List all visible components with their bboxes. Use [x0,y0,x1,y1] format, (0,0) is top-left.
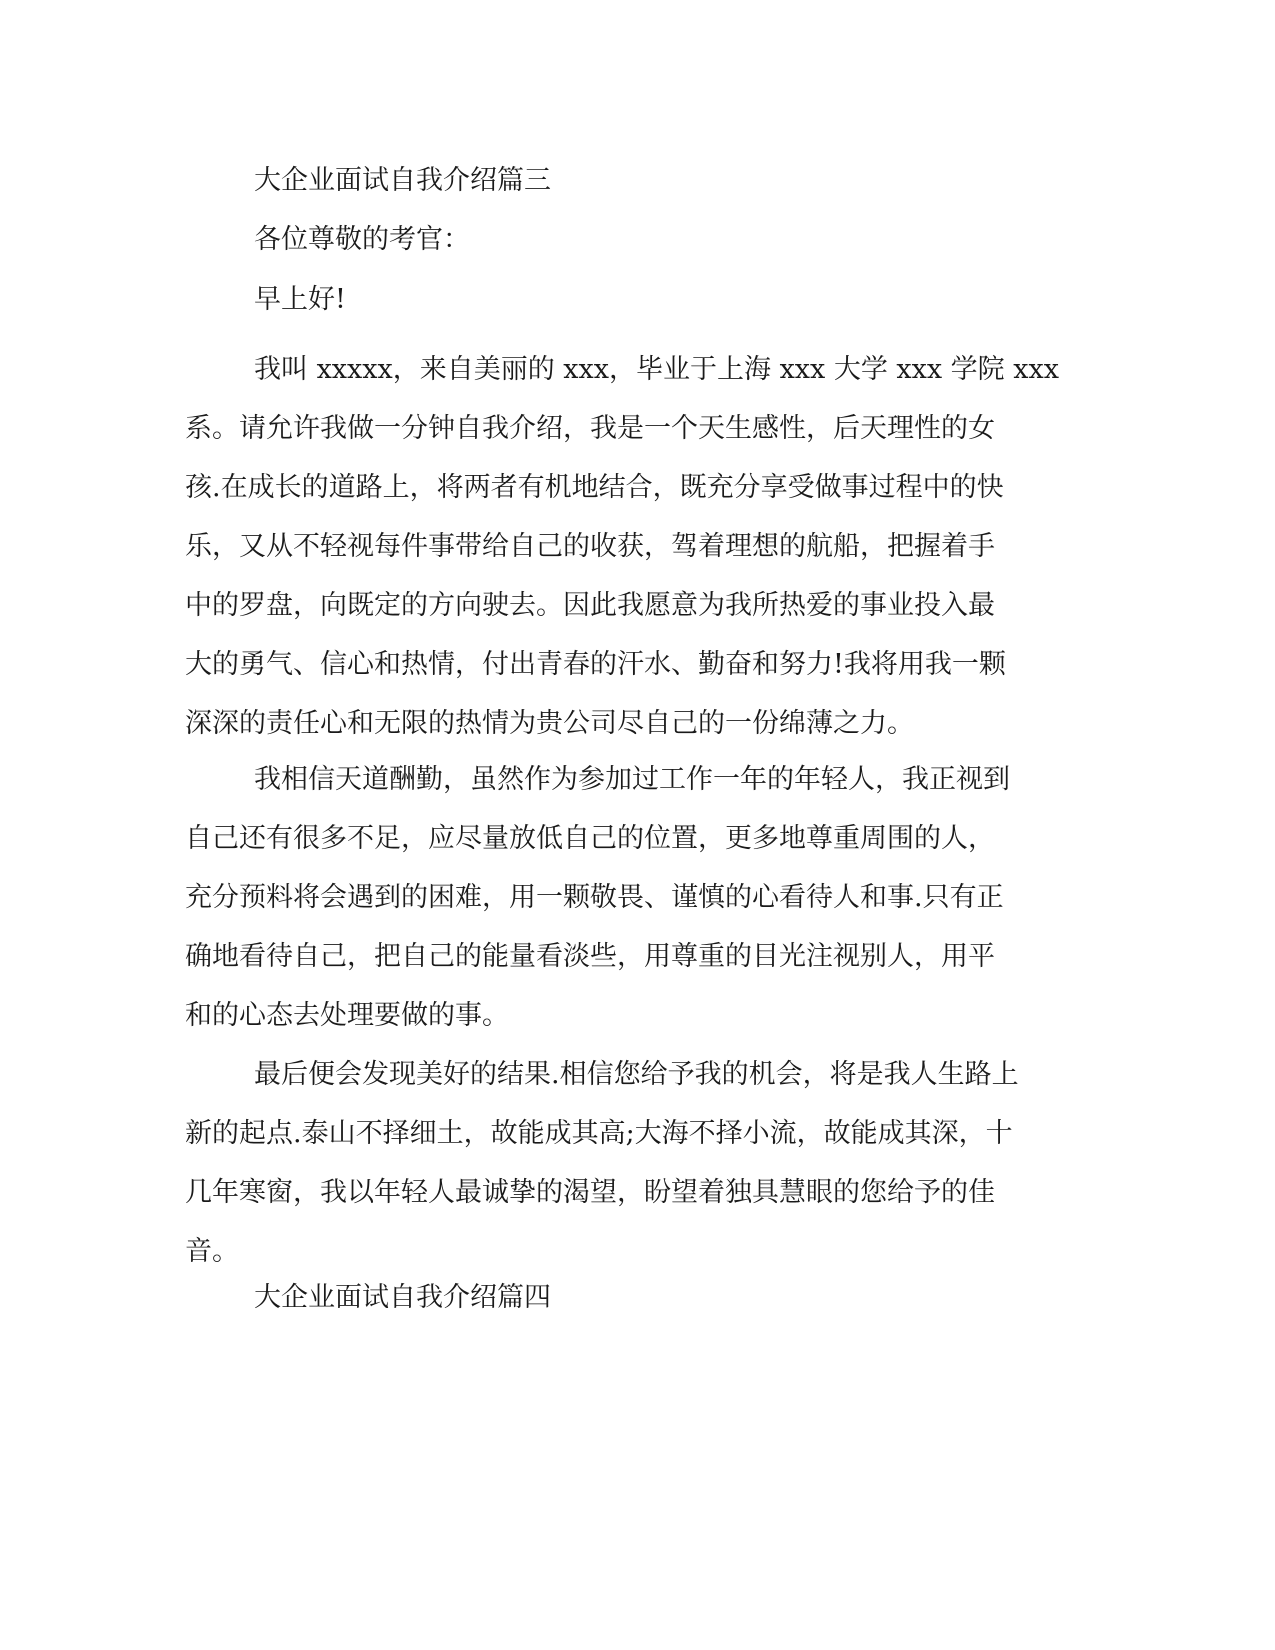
paragraph-introduction [185,340,1059,753]
text-line: 自己还有很多不足，应尽量放低自己的位置，更多地尊重周围的人， [185,823,995,854]
salutation: 各位尊敬的考官： [254,224,470,255]
text-line: 系。请允许我做一分钟自我介绍，我是一个天生感性，后天理性的女 [185,413,995,444]
text-line: 和的心态去处理要做的事。 [185,1000,509,1031]
paragraph-closing [185,1045,1019,1281]
text-line: 最后便会发现美好的结果.相信您给予我的机会，将是我人生路上 [254,1059,1019,1090]
text-line: 新的起点.泰山不择细土，故能成其高;大海不择小流，故能成其深，十 [185,1118,1013,1149]
text-line: 乐，又从不轻视每件事带给自己的收获，驾着理想的航船，把握着手 [185,531,995,562]
text-line: 深深的责任心和无限的热情为贵公司尽自己的一份绵薄之力。 [185,708,914,739]
section-heading-3: 大企业面试自我介绍篇三 [254,165,551,196]
greeting: 早上好! [254,284,346,315]
text-line: 孩.在成长的道路上，将两者有机地结合，既充分享受做事过程中的快 [185,472,1004,503]
text-line: 确地看待自己，把自己的能量看淡些，用尊重的目光注视别人，用平 [185,941,995,972]
text-line: 我相信天道酬勤，虽然作为参加过工作一年的年轻人，我正视到 [254,764,1010,795]
text-line: 充分预料将会遇到的困难，用一颗敬畏、谨慎的心看待人和事.只有正 [185,882,1004,913]
text-line: 我叫 xxxxx，来自美丽的 xxx，毕业于上海 xxx 大学 xxx 学院 xxx [254,354,1059,385]
text-line: 大的勇气、信心和热情，付出青春的汗水、勤奋和努力!我将用我一颗 [185,649,1006,680]
section-heading-4: 大企业面试自我介绍篇四 [254,1282,551,1313]
text-line: 音。 [185,1236,239,1267]
text-line: 几年寒窗，我以年轻人最诚挚的渴望，盼望着独具慧眼的您给予的佳 [185,1177,995,1208]
text-line: 中的罗盘，向既定的方向驶去。因此我愿意为我所热爱的事业投入最 [185,590,995,621]
paragraph-attitude [185,750,1010,1045]
